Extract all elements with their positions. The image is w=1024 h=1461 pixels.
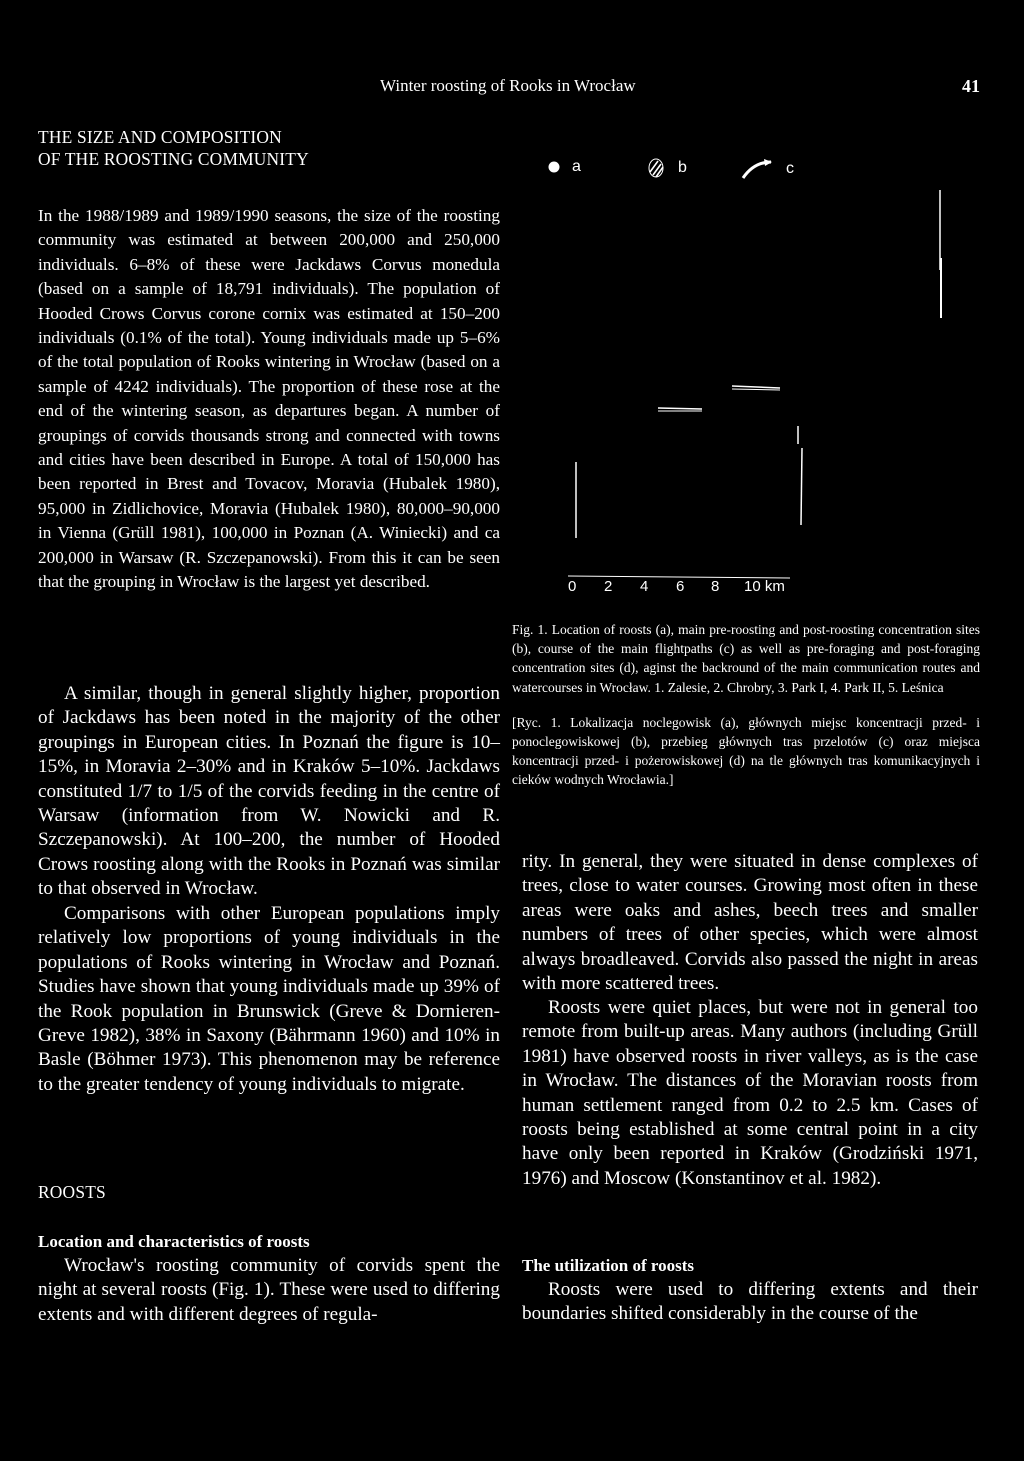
running-title: Winter roosting of Rooks in Wrocław (380, 76, 636, 95)
legend-label: b (678, 159, 687, 176)
scale-label: 0 (568, 578, 577, 595)
roost-location-map (540, 190, 990, 590)
left-paragraph-4-block (38, 1254, 500, 1327)
hatched-area-icon (646, 158, 666, 178)
legend-item-c (740, 158, 794, 180)
scale-label: 8 (711, 578, 720, 595)
map-line (732, 389, 780, 390)
map-line (801, 448, 802, 525)
figure-caption (512, 620, 980, 790)
section-title-size-composition (38, 126, 500, 170)
page-number: 41 (962, 76, 980, 96)
paragraph: In the 1988/1989 and 1989/1990 seasons, the size of the roosting community was estimated at between 200,000 and 250,000 individuals. 6–8% of these were Jackdaws Corvus monedula (based on a sample of 18,791 individuals). The population of Hooded Crows Corvus corone cornix was estimated at 150–200 individuals (0.1% of the total). Young individuals made up 5–6% of the total population of Rooks wintering in Wrocław (based on a sample of 4242 individuals). The proportion of these rose at the end of the wintering season, as departures began. A number of groupings of corvids thousands strong and connected with towns and cities have been described in Europe. A total of 150,000 has been reported in Brest and Tovacov, Moravia (Hubalek 1980), 95,000 in Zidlichovice, Moravia (Hubalek 1980), 80,000–90,000 in Vienna (Grüll 1981), 100,000 in Poznan (A. Winiecki) and ca 200,000 in Warsaw (R. Szczepanowski). From this it can be seen that the grouping in Wrocław is the largest yet described. (38, 206, 500, 592)
left-paragraph-3-block (38, 902, 500, 1097)
scale-label: 4 (640, 578, 649, 595)
running-header (380, 76, 980, 104)
section-title-line-2: OF THE ROOSTING COMMUNITY (38, 149, 309, 169)
caption-polish: [Ryc. 1. Lokalizacja noclegowisk (a), głównych miejsc koncentracji przed- i ponoclegowiskowej (b), przebieg głównych tras przelotów (c) oraz miejsca koncentracji przed- i pożerowiskowej (d) na tle głównych tras komunikacyjnych i cieków wodnych Wrocławia.] (512, 714, 980, 788)
paragraph: A similar, though in general slightly higher, proportion of Jackdaws has been noted in the majority of the other groupings in European cities. In Poznań the figure is 10–15%, in Moravia 2–30% and in Kraków 5–10%. Jackdaws constituted 1/7 to 1/5 of the corvids feeding in the centre of Warsaw (information from W. Nowicki and R. Szczepanowski). At 100–200, the number of Hooded Crows roosting along with the Rooks in Poznań was similar to that observed in Wrocław. (38, 683, 500, 900)
right-paragraph-1-block (522, 850, 978, 996)
paragraph: Roosts were used to differing extents and their boundaries shifted considerably in the course of the (522, 1279, 978, 1325)
map-line (732, 386, 780, 388)
subheading-utilization: The utilization of roosts (522, 1256, 695, 1275)
figure-legend (548, 148, 798, 188)
scale-label: 10 km (744, 578, 785, 595)
section-title-line-1: THE SIZE AND COMPOSITION (38, 127, 282, 147)
section-title-roosts: ROOSTS (38, 1182, 106, 1202)
map-line (658, 408, 702, 409)
paragraph: Comparisons with other European populations imply relatively low proportions of young individuals in the populations of Rooks wintering in Wrocław and Poznań. Studies have shown that young individuals made up 39% of the Rook population in Brunswick (Greve & Dornieren-Greve 1982), 38% in Saxony (Bährmann 1960) and 10% in Basle (Böhmer 1973). This phenomenon may be reference to the greater tendency of young individuals to migrate. (38, 903, 500, 1095)
left-paragraph-2-block (38, 682, 500, 902)
scale-label: 6 (676, 578, 685, 595)
legend-label: c (786, 160, 794, 177)
caption-english: Fig. 1. Location of roosts (a), main pre-roosting and post-roosting concentration sites (b), course of the main flightpaths (c) as well as pre-foraging and post-foraging concentration sites (d), aginst the backround of the main communication routes and watercourses in Wrocław. 1. Zalesie, 2. Chrobry, 3. Park I, 4. Park II, 5. Leśnica (512, 622, 980, 695)
paragraph: Wrocław's roosting community of corvids spent the night at several roosts (Fig. 1). These were used to differing extents and with different degrees of regula- (38, 1255, 500, 1325)
legend-item-a (548, 158, 581, 176)
paragraph: rity. In general, they were situated in dense complexes of trees, close to water courses. Growing most often in these areas were oaks and ashes, beech trees and smaller numbers of trees of other species, which were almost always broadleaved. Corvids also passed the night in areas with more scattered trees. (522, 851, 978, 995)
subheading-location: Location and characteristics of roosts (38, 1232, 310, 1251)
legend-label: a (572, 158, 581, 175)
flightpath-arrow-icon (740, 158, 774, 180)
scale-bar (568, 578, 808, 600)
right-paragraph-2-block (522, 996, 978, 1191)
right-paragraph-3-block (522, 1278, 978, 1327)
paragraph: Roosts were quiet places, but were not in general too remote from built-up areas. Many authors (including Grüll 1981) have observed roosts in river valleys, as is the case in Wrocław. The distances of the Moravian roosts from human settlement ranged from 0.2 to 2.5 km. Cases of roosts being established at some central point in a city have only been reported in Kraków (Grodziński 1971, 1976) and Moscow (Konstantinov et al. 1982). (522, 997, 978, 1189)
filled-circle-icon (548, 161, 560, 173)
scale-label: 2 (604, 578, 613, 595)
left-paragraph-1-block (38, 204, 500, 595)
legend-item-b (646, 158, 687, 178)
